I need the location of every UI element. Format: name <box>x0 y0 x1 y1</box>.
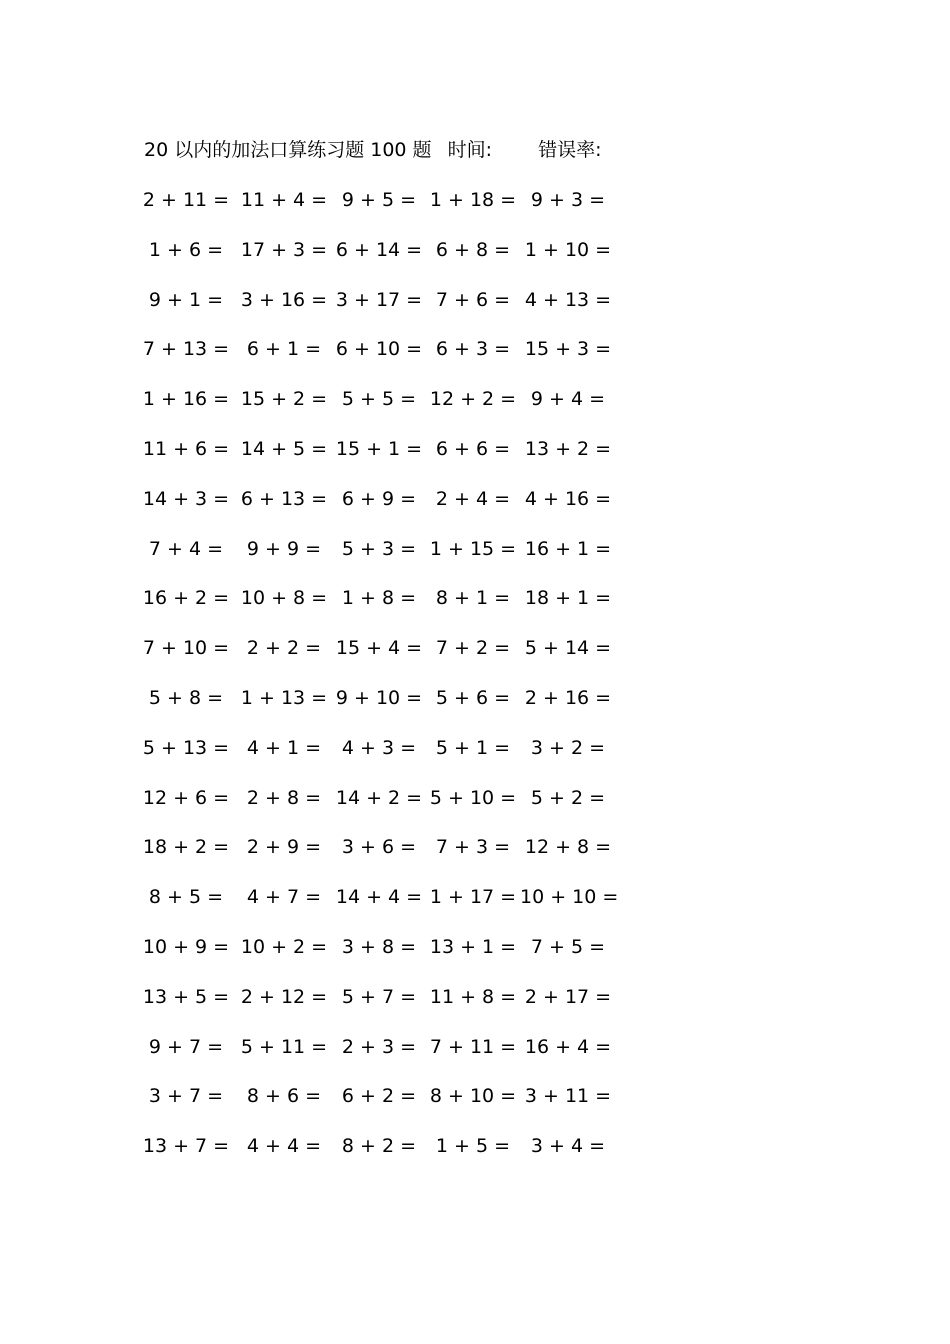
problem-cell: 11 + 4 = <box>240 189 328 211</box>
problem-cell: 5 + 11 = <box>240 1035 328 1058</box>
problem-cell: 5 + 5 = <box>341 388 417 411</box>
problem-cell: 13 + 1 = <box>429 935 517 958</box>
problem-cell: 12 + 2 = <box>429 388 517 411</box>
problem-cell: 2 + 4 = <box>435 487 511 510</box>
problem-cell: 9 + 9 = <box>246 537 322 560</box>
problem-cell: 16 + 4 = <box>524 1035 612 1058</box>
problem-cell: 10 + 9 = <box>142 935 230 958</box>
problem-cell: 7 + 2 = <box>435 637 511 660</box>
problem-cell: 4 + 13 = <box>524 288 612 311</box>
time-label: 时间: <box>447 139 493 161</box>
problem-cell: 11 + 6 = <box>142 437 230 460</box>
problem-cell: 5 + 3 = <box>341 537 417 560</box>
problem-cell: 5 + 10 = <box>429 786 517 809</box>
problem-cell: 14 + 3 = <box>142 487 230 510</box>
problem-cell: 4 + 4 = <box>246 1135 322 1158</box>
problem-cell: 2 + 17 = <box>524 985 612 1008</box>
problem-cell: 9 + 1 = <box>148 288 224 311</box>
problem-cell: 7 + 4 = <box>148 537 224 560</box>
problem-cell: 6 + 3 = <box>435 338 511 361</box>
problem-cell: 18 + 2 = <box>142 836 230 859</box>
problem-cell: 16 + 2 = <box>142 587 230 610</box>
problem-cell: 13 + 2 = <box>524 437 612 460</box>
problem-cell: 5 + 2 = <box>530 786 606 809</box>
problem-cell: 7 + 5 = <box>530 935 606 958</box>
problem-cell: 5 + 13 = <box>142 736 230 759</box>
problem-cell: 15 + 2 = <box>240 388 328 411</box>
problem-cell: 9 + 4 = <box>530 388 606 411</box>
problem-cell: 16 + 1 = <box>524 537 612 560</box>
problem-cell: 1 + 15 = <box>429 537 517 560</box>
problem-cell: 10 + 2 = <box>240 935 328 958</box>
problem-cell: 14 + 5 = <box>240 437 328 460</box>
problem-cell: 6 + 2 = <box>341 1085 417 1108</box>
problem-cell: 5 + 7 = <box>341 985 417 1008</box>
problem-cell: 7 + 3 = <box>435 836 511 859</box>
problem-cell: 4 + 3 = <box>341 736 417 759</box>
problem-cell: 1 + 18 = <box>429 189 517 211</box>
problem-cell: 4 + 16 = <box>524 487 612 510</box>
problem-cell: 5 + 8 = <box>148 686 224 709</box>
problem-cell: 1 + 13 = <box>240 686 328 709</box>
problem-cell: 10 + 8 = <box>240 587 328 610</box>
problem-cell: 12 + 6 = <box>142 786 230 809</box>
problem-cell: 15 + 1 = <box>335 437 423 460</box>
problem-cell: 7 + 6 = <box>435 288 511 311</box>
problem-cell: 6 + 8 = <box>435 238 511 261</box>
problem-cell: 6 + 13 = <box>240 487 328 510</box>
problem-cell: 1 + 5 = <box>435 1135 511 1158</box>
problem-cell: 15 + 3 = <box>524 338 612 361</box>
error-rate-label: 错误率: <box>538 139 602 161</box>
problem-cell: 1 + 17 = <box>429 886 517 909</box>
problem-cell: 18 + 1 = <box>524 587 612 610</box>
problem-cell: 2 + 9 = <box>246 836 322 859</box>
problem-cell: 8 + 10 = <box>429 1085 517 1108</box>
problem-cell: 7 + 11 = <box>429 1035 517 1058</box>
problem-cell: 2 + 3 = <box>341 1035 417 1058</box>
problem-cell: 8 + 6 = <box>246 1085 322 1108</box>
problem-cell: 14 + 2 = <box>335 786 423 809</box>
worksheet-title: 20 以内的加法口算练习题 100 题 <box>144 139 432 161</box>
problem-cell: 13 + 7 = <box>142 1135 230 1158</box>
problem-cell: 5 + 14 = <box>524 637 612 660</box>
problem-cell: 7 + 10 = <box>142 637 230 660</box>
problem-cell: 11 + 8 = <box>429 985 517 1008</box>
problem-cell: 10 + 10 = <box>520 886 619 909</box>
problem-cell: 9 + 7 = <box>148 1035 224 1058</box>
problem-cell: 6 + 10 = <box>335 338 423 361</box>
problem-cell: 3 + 6 = <box>341 836 417 859</box>
problem-cell: 6 + 6 = <box>435 437 511 460</box>
problem-cell: 1 + 16 = <box>142 388 230 411</box>
problem-cell: 3 + 2 = <box>530 736 606 759</box>
problem-cell: 3 + 7 = <box>148 1085 224 1108</box>
problem-cell: 5 + 6 = <box>435 686 511 709</box>
problem-cell: 5 + 1 = <box>435 736 511 759</box>
problem-cell: 9 + 5 = <box>341 189 417 211</box>
problem-cell: 9 + 3 = <box>530 189 606 211</box>
problem-cell: 12 + 8 = <box>524 836 612 859</box>
problem-cell: 2 + 8 = <box>246 786 322 809</box>
problem-cell: 3 + 17 = <box>335 288 423 311</box>
problem-cell: 8 + 1 = <box>435 587 511 610</box>
problem-cell: 3 + 11 = <box>524 1085 612 1108</box>
problem-cell: 4 + 1 = <box>246 736 322 759</box>
problem-cell: 17 + 3 = <box>240 238 328 261</box>
problem-cell: 6 + 9 = <box>341 487 417 510</box>
problem-cell: 7 + 13 = <box>142 338 230 361</box>
problem-cell: 14 + 4 = <box>335 886 423 909</box>
problem-cell: 8 + 5 = <box>148 886 224 909</box>
problem-cell: 2 + 16 = <box>524 686 612 709</box>
problem-cell: 4 + 7 = <box>246 886 322 909</box>
problem-cell: 3 + 16 = <box>240 288 328 311</box>
worksheet-header <box>144 138 601 162</box>
problem-cell: 2 + 12 = <box>240 985 328 1008</box>
problem-cell: 8 + 2 = <box>341 1135 417 1158</box>
problem-cell: 2 + 2 = <box>246 637 322 660</box>
problem-cell: 2 + 11 = <box>142 189 230 211</box>
problem-cell: 1 + 10 = <box>524 238 612 261</box>
problem-cell: 3 + 4 = <box>530 1135 606 1158</box>
problem-cell: 6 + 14 = <box>335 238 423 261</box>
problem-cell: 15 + 4 = <box>335 637 423 660</box>
problem-cell: 9 + 10 = <box>335 686 423 709</box>
problem-cell: 6 + 1 = <box>246 338 322 361</box>
problem-cell: 1 + 6 = <box>148 238 224 261</box>
problem-cell: 3 + 8 = <box>341 935 417 958</box>
problem-cell: 1 + 8 = <box>341 587 417 610</box>
problem-cell: 13 + 5 = <box>142 985 230 1008</box>
